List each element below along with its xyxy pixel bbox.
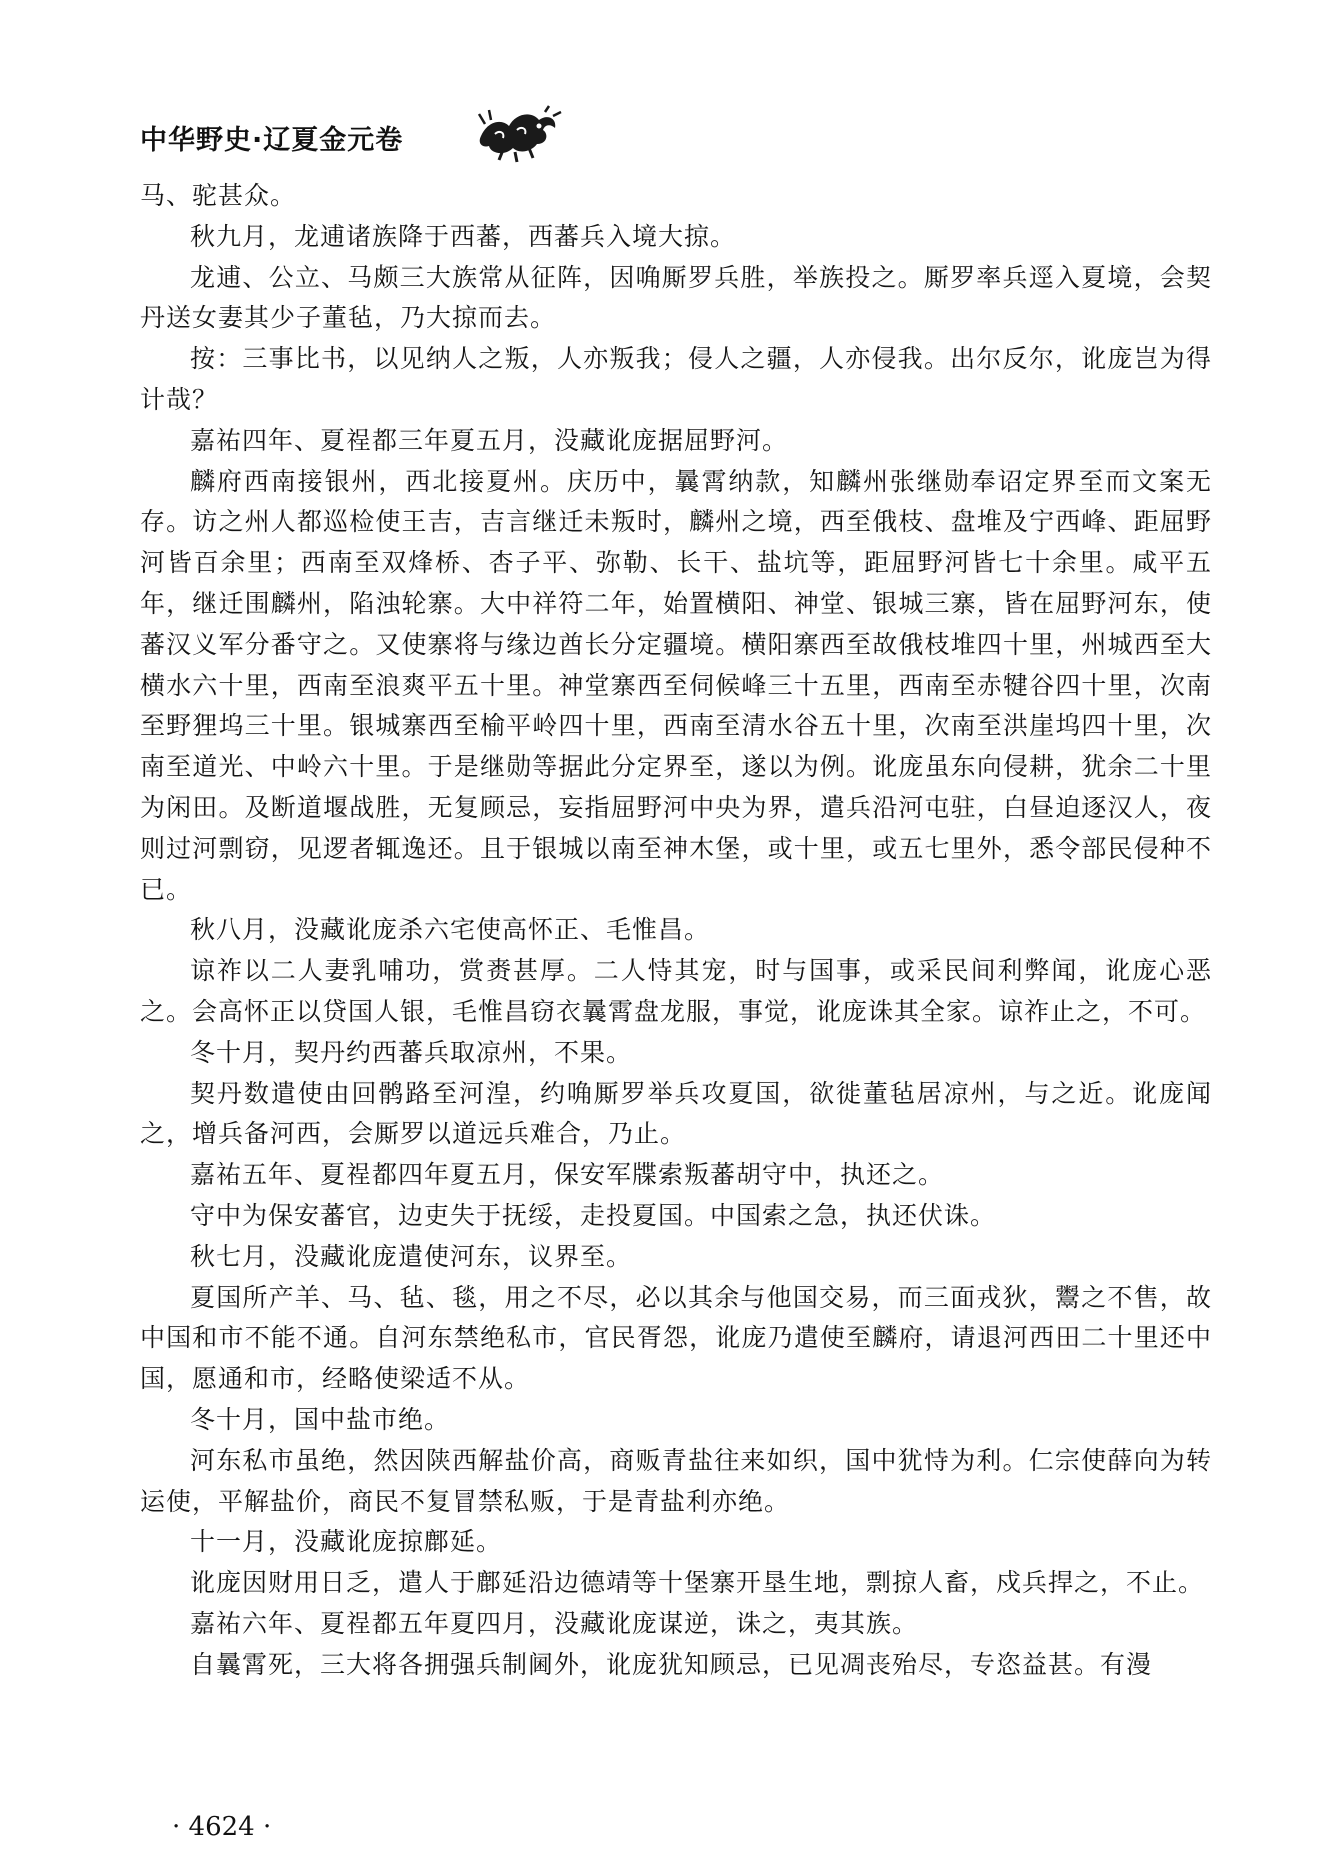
paragraph: 契丹数遣使由回鹘路至河湟，约唃厮罗举兵攻夏国，欲徙董毡居凉州，与之近。讹庞闻之，增兵备河西，会厮罗以道远兵难合，乃止。 [140, 1078, 1212, 1149]
paragraph: 冬十月，契丹约西蕃兵取凉州，不果。 [190, 1037, 633, 1067]
paragraph: 嘉祐四年、夏䄇都三年夏五月，没藏讹庞据屈野河。 [190, 425, 789, 455]
paragraph: 秋八月，没藏讹庞杀六宅使高怀正、毛惟昌。 [190, 915, 711, 945]
dragon-emblem-icon [473, 104, 563, 164]
paragraph: 谅祚以二人妻乳哺功，赏赉甚厚。二人恃其宠，时与国事，或采民间利弊闻，讹庞心恶之。会高怀正以贷国人银，毛惟昌窃衣曩霄盘龙服，事觉，讹庞诛其全家。谅祚止之，不可。 [140, 956, 1212, 1026]
paragraph: 麟府西南接银州，西北接夏州。庆历中，曩霄纳款，知麟州张继勋奉诏定界至而文案无存。访之州人都巡检使王吉，吉言继迁未叛时，麟州之境，西至俄枝、盘堆及宁西峰、距屈野河皆百余里；西南至双烽桥、杏子平、弥勒、长干、盐坑等，距屈野河皆七十余里。咸平五年，继迁围麟州，陷浊轮寨。大中祥符二年，始置横阳、神堂、银城三寨，皆在屈野河东，使蕃汉义军分番守之。又使寨将与缘边酋长分定疆境。横阳寨西至故俄枝堆四十里，州城西至大横水六十里，西南至浪爽平五十里。神堂寨西至伺候峰三十五里，西南至赤犍谷四十里，次南至野狸坞三十里。银城寨西至榆平岭四十里，西南至清水谷五十里，次南至洪崖坞四十里，次南至道光、中岭六十里。于是继勋等据此分定界至，遂以为例。讹庞虽东向侵耕，犹余二十里为闲田。及断道堰战胜，无复顾忌，妄指屈野河中央为界，遣兵沿河屯驻，白昼迫逐汉人，夜则过河剽窃，见逻者辄逸还。且于银城以南至神木堡，或十里，或五七里外，悉令部民侵种不已。 [140, 466, 1212, 904]
paragraph: 十一月，没藏讹庞掠鄜延。 [190, 1527, 503, 1557]
paragraph: 自曩霄死，三大将各拥强兵制阃外，讹庞犹知顾忌，已见凋丧殆尽，专恣益甚。有漫 [190, 1649, 1153, 1679]
running-header [140, 104, 1212, 164]
paragraph: 讹庞因财用日乏，遣人于鄜延沿边德靖等十堡寨开垦生地，剽掠人畜，戍兵捍之，不止。 [190, 1568, 1205, 1598]
paragraph: 马、驼甚众。 [140, 181, 297, 210]
paragraph: 夏国所产羊、马、毡、毯，用之不尽，必以其余与他国交易，而三面戎狄，鬻之不售，故中国和市不能不通。自河东禁绝私市，官民胥怨，讹庞乃遣使至麟府，请退河西田二十里还中国，愿通和市，经略使梁适不从。 [140, 1282, 1212, 1394]
paragraph: 龙逋、公立、马颇三大族常从征阵，因唃厮罗兵胜，举族投之。厮罗率兵逕入夏境，会契丹送女妻其少子董毡，乃大掠而去。 [140, 262, 1212, 333]
header-title: 中华野史·辽夏金元卷 [140, 125, 404, 156]
paragraph: 按：三事比书，以见纳人之叛，人亦叛我；侵人之疆，人亦侵我。出尔反尔，讹庞岂为得计哉？ [140, 344, 1212, 414]
paragraph: 嘉祐六年、夏䄇都五年夏四月，没藏讹庞谋逆，诛之，夷其族。 [190, 1608, 919, 1638]
paragraph: 嘉祐五年、夏䄇都四年夏五月，保安军牒索叛蕃胡守中，执还之。 [190, 1160, 945, 1190]
paragraph: 秋九月，龙逋诸族降于西蕃，西蕃兵入境大掠。 [190, 221, 737, 251]
paragraph: 秋七月，没藏讹庞遣使河东，议界至。 [190, 1241, 633, 1271]
paragraph: 守中为保安蕃官，边吏失于抚绥，走投夏国。中国索之急，执还伏诛。 [190, 1200, 997, 1230]
paragraph: 冬十月，国中盐市绝。 [190, 1404, 451, 1434]
page-number: · 4624 · [172, 1812, 272, 1842]
body-text [140, 176, 1212, 1685]
paragraph: 河东私市虽绝，然因陕西解盐价高，商贩青盐往来如织，国中犹恃为利。仁宗使薛向为转运使，平解盐价，商民不复冒禁私贩，于是青盐利亦绝。 [140, 1445, 1212, 1516]
